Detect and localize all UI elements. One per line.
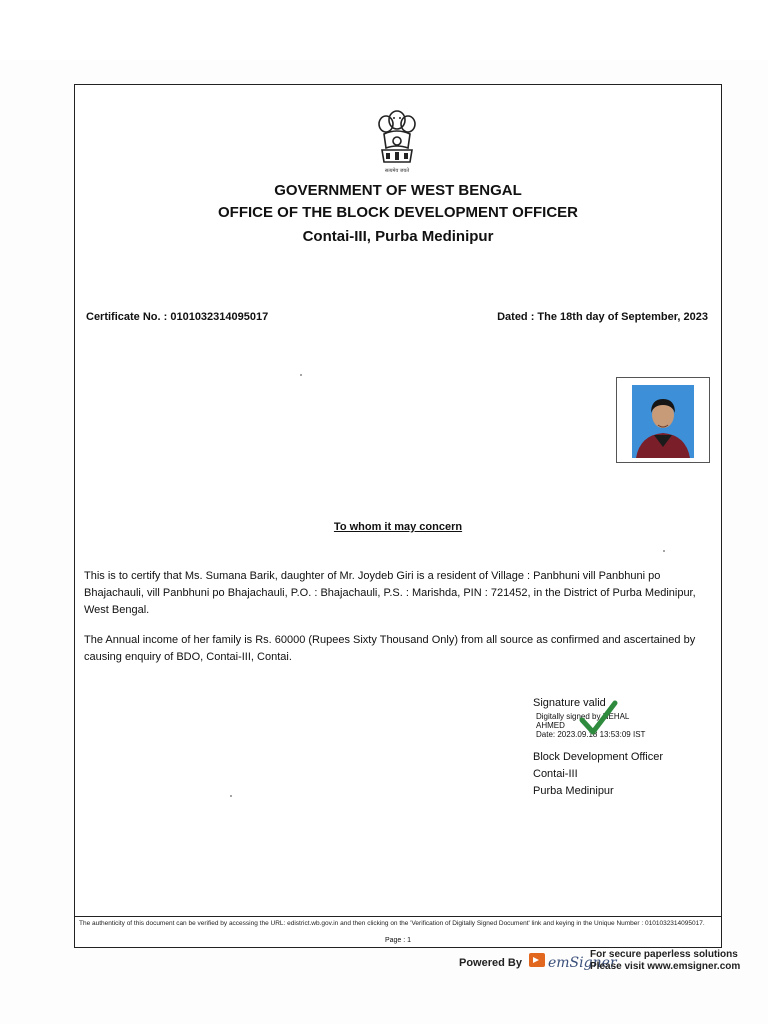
national-emblem-icon xyxy=(372,104,422,174)
emblem-motto: सत्यमेव जयते xyxy=(384,168,410,174)
person-portrait-icon xyxy=(632,385,694,458)
emsigner-tagline: For secure paperless solutions xyxy=(590,949,738,960)
digital-signature-date: Date: 2023.09.18 13:53:09 IST xyxy=(536,730,646,739)
header-office: OFFICE OF THE BLOCK DEVELOPMENT OFFICER xyxy=(218,204,578,221)
emsigner-logo-text: emSigner xyxy=(548,955,617,971)
certificate-number: Certificate No. : 0101032314095017 xyxy=(86,311,269,323)
signature-valid-label: Signature valid xyxy=(533,697,606,709)
emsigner-logo-icon xyxy=(528,950,548,970)
income-paragraph: The Annual income of her family is Rs. 60000 (Rupees Sixty Thousand Only) from all source as confirmed and ascertained by causing enquiry of BDO, Contai-III, Contai. xyxy=(84,634,696,663)
officer-district: Purba Medinipur xyxy=(533,785,614,797)
verification-note: The authenticity of this document can be verified by accessing the URL: edistrict.wb.gov.in and then clicking on the 'Verification of Digitally Signed Document' link and keying in the Unique Number : 0101032314095017. xyxy=(79,920,705,927)
applicant-photo xyxy=(632,385,694,458)
header-government: GOVERNMENT OF WEST BENGAL xyxy=(274,182,522,199)
subject-text: To whom it may concern xyxy=(333,521,463,533)
page-number: Page : 1 xyxy=(384,937,412,944)
scan-speck xyxy=(300,374,302,376)
certificate-date: Dated : The 18th day of September, 2023 xyxy=(497,311,708,323)
digital-signer-name: AHMED xyxy=(536,721,565,730)
subject-line xyxy=(74,521,722,533)
officer-block: Contai-III xyxy=(533,768,578,780)
scan-speck xyxy=(230,795,232,797)
header-location: Contai-III, Purba Medinipur xyxy=(302,228,494,245)
scan-speck xyxy=(663,550,665,552)
emsigner-website: Please visit www.emsigner.com xyxy=(590,961,741,972)
scan-margin xyxy=(0,0,768,60)
signature-check-icon xyxy=(578,700,618,736)
powered-by-label: Powered By xyxy=(459,957,522,969)
certification-paragraph: This is to certify that Ms. Sumana Barik, daughter of Mr. Joydeb Giri is a resident of Village : Panbhuni vill Panbhuni po Bhajachauli, vill Panbhuni po Bhajachauli, P.O. : Bhajachauli, P.S. : Marishda, PIN : 721452, in the District of Purba Medinipur, West Bengal. xyxy=(84,570,696,616)
photo-frame xyxy=(616,377,710,463)
digital-signer-line: Digitally signed by NEHAL xyxy=(536,712,630,721)
officer-title: Block Development Officer xyxy=(533,751,664,763)
